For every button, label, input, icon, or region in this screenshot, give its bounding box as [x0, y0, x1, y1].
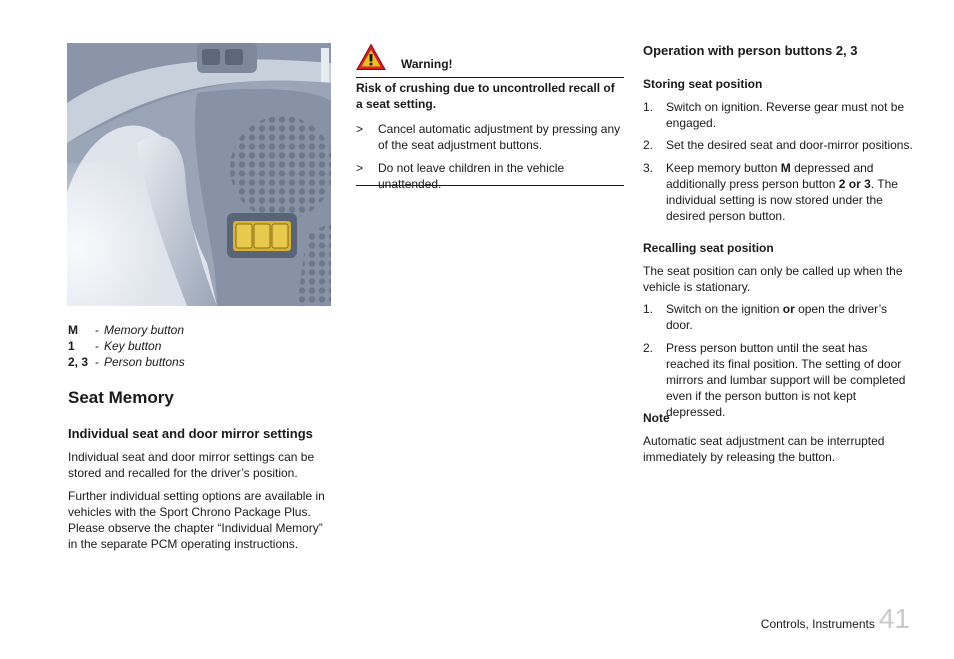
- legend-key: 2, 3: [68, 355, 89, 369]
- warning-divider: [356, 185, 624, 186]
- legend-desc: Key button: [104, 339, 162, 353]
- footer-section: Controls, Instruments: [760, 617, 875, 631]
- paragraph: Individual seat and door mirror settings can be stored and recalled for the driver’s position.: [68, 450, 315, 480]
- warning-item-text: Do not leave children in the vehicle unattended.: [378, 161, 565, 191]
- warning-headline: Risk of crushing due to uncontrolled recall of a seat setting.: [356, 81, 615, 111]
- bullet-marker: >: [356, 161, 364, 175]
- section-subtitle: Individual seat and door mirror settings: [68, 426, 313, 441]
- step-text: Keep memory button M depressed and additionally press person button 2 or 3. The individual setting is now stored under the desired person button.: [666, 161, 898, 223]
- section-title: Seat Memory: [68, 388, 174, 407]
- step-text: Switch on the ignition or open the driver’s door.: [666, 302, 888, 332]
- step-number: 3.: [643, 161, 654, 175]
- operation-title: Operation with person buttons 2, 3: [643, 43, 858, 58]
- step-number: 2.: [643, 138, 654, 152]
- recall-title: Recalling seat position: [643, 241, 774, 255]
- step-number: 2.: [643, 341, 654, 355]
- warning-header: [356, 42, 624, 78]
- warning-item-text: Cancel automatic adjustment by pressing any of the seat adjustment buttons.: [378, 122, 621, 152]
- step-text: Press person button until the seat has reached its final position. The setting of door mirrors and lumbar support will be completed even if the person button is not kept depressed.: [666, 341, 906, 419]
- step-number: 1.: [643, 302, 654, 316]
- warning-item: [356, 160, 626, 192]
- page-footer: [761, 604, 910, 634]
- step-number: 1.: [643, 100, 654, 114]
- note-title: Note: [643, 411, 670, 425]
- legend-desc: Memory button: [104, 323, 185, 337]
- warning-label: Warning!: [401, 57, 453, 71]
- legend-row: M - Memory button: [68, 323, 185, 337]
- storing-step: [643, 160, 911, 224]
- note-text: Automatic seat adjustment can be interrupted immediately by releasing the button.: [643, 434, 885, 464]
- storing-step: [643, 99, 911, 131]
- step-text: Set the desired seat and door-mirror positions.: [666, 138, 913, 152]
- legend-row: 2, 3 - Person buttons: [68, 355, 185, 369]
- warning-item: [356, 121, 624, 153]
- recall-step: [643, 340, 911, 420]
- paragraph: Further individual setting options are available in vehicles with the Sport Chrono Package Plus. Please observe the chapter “Individual Memory” in the separate PCM operating instructions.: [68, 489, 325, 551]
- storing-title: Storing seat position: [643, 77, 763, 91]
- storing-step: [643, 137, 915, 153]
- warning-triangle-icon: [356, 43, 386, 71]
- recall-intro: The seat position can only be called up when the vehicle is stationary.: [643, 264, 903, 294]
- legend-desc: Person buttons: [104, 355, 185, 369]
- legend-row: 1 - Key button: [68, 339, 162, 353]
- step-text: Switch on ignition. Reverse gear must not be engaged.: [666, 100, 905, 130]
- bullet-marker: >: [356, 122, 364, 136]
- legend-key: 1: [68, 339, 75, 353]
- recall-step: [643, 301, 911, 333]
- legend-key: M: [68, 323, 78, 337]
- door-panel-photo: [67, 43, 331, 306]
- page-number: 41: [878, 603, 910, 634]
- figure-legend: [68, 322, 328, 370]
